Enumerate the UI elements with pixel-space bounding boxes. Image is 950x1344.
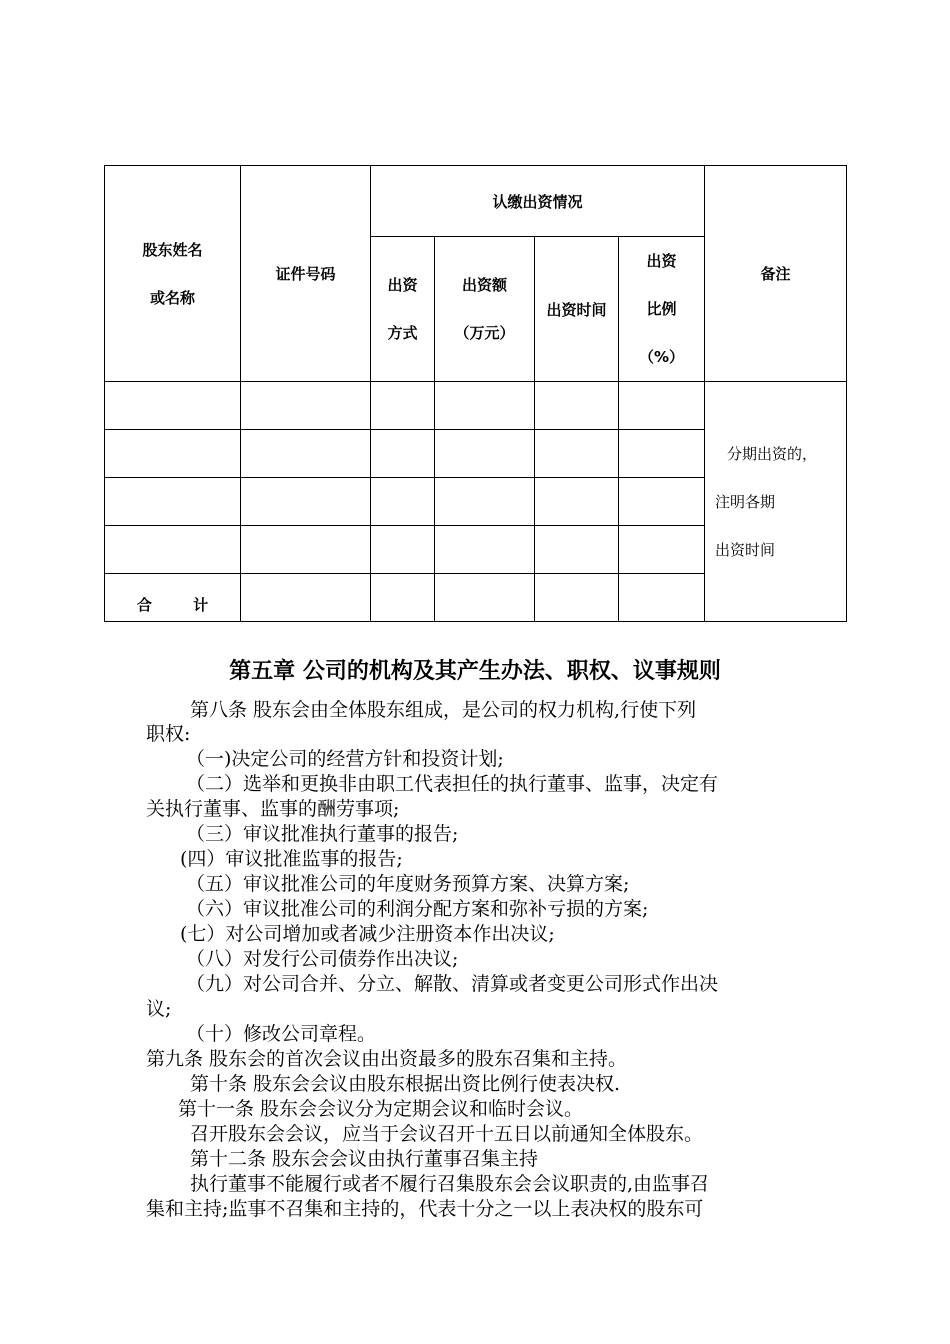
capital-contribution-table	[104, 165, 847, 622]
chapter-title: 第五章 公司的机构及其产生办法、职权、议事规则	[229, 659, 721, 684]
item-9-line1: （九）对公司合并、分立、解散、清算或者变更公司形式作出决	[186, 973, 719, 995]
total-cell	[105, 574, 241, 622]
table-cell	[105, 526, 241, 574]
table-cell	[619, 382, 705, 430]
article-11: 第十一条 股东会会议分为定期会议和临时会议。	[178, 1098, 584, 1120]
article-12: 第十二条 股东会会议由执行董事召集主持	[190, 1148, 539, 1170]
total-label: 合 计	[136, 596, 227, 614]
header-contribution-method	[371, 237, 435, 382]
table-cell	[435, 574, 535, 622]
table-cell	[371, 430, 435, 478]
header-amount-line1: 出资额	[461, 276, 507, 294]
header-remarks: 备注	[705, 166, 847, 382]
item-3: （三）审议批准执行董事的报告;	[186, 823, 459, 845]
table-cell	[371, 478, 435, 526]
table-cell	[435, 478, 535, 526]
article-9: 第九条 股东会的首次会议由出资最多的股东召集和主持。	[146, 1048, 628, 1070]
header-amount-line2: （万元）	[454, 324, 515, 342]
table-cell	[619, 430, 705, 478]
table-cell	[535, 382, 619, 430]
table-cell	[371, 382, 435, 430]
table-cell	[535, 574, 619, 622]
header-ratio-line3: （%）	[638, 348, 685, 366]
article-8-line2: 职权:	[146, 723, 191, 745]
header-method-line2: 方式	[387, 324, 418, 342]
item-2-line2: 关执行董事、监事的酬劳事项;	[146, 798, 400, 820]
table-cell	[619, 574, 705, 622]
article-12-line3: 集和主持;监事不召集和主持的，代表十分之一以上表决权的股东可	[146, 1198, 704, 1220]
table-cell	[241, 574, 371, 622]
item-10: （十）修改公司章程。	[186, 1023, 377, 1045]
table-cell	[241, 382, 371, 430]
item-2-line1: （二）选举和更换非由职工代表担任的执行董事、监事，决定有	[186, 773, 719, 795]
header-id-number: 证件号码	[241, 166, 371, 382]
item-6: （六）审议批准公司的利润分配方案和弥补亏损的方案;	[186, 898, 649, 920]
table-cell	[241, 526, 371, 574]
table-cell	[435, 382, 535, 430]
table-cell	[619, 478, 705, 526]
table-cell	[435, 430, 535, 478]
header-contribution-ratio	[619, 237, 705, 382]
item-4: (四）审议批准监事的报告;	[180, 848, 403, 870]
note-line3: 出资时间	[715, 540, 776, 559]
table-cell	[535, 526, 619, 574]
note-line2: 注明各期	[715, 492, 776, 511]
item-9-line2: 议;	[146, 998, 172, 1020]
article-10: 第十条 股东会会议由股东根据出资比例行使表决权.	[190, 1073, 621, 1095]
table-cell	[105, 478, 241, 526]
item-7: (七）对公司增加或者减少注册资本作出决议;	[180, 923, 555, 945]
article-12-line2: 执行董事不能履行或者不履行召集股东会会议职责的,由监事召	[190, 1173, 710, 1195]
header-shareholder-name	[105, 166, 241, 382]
table-cell	[105, 430, 241, 478]
header-method-line1: 出资	[387, 276, 418, 294]
item-5: （五）审议批准公司的年度财务预算方案、决算方案;	[186, 873, 630, 895]
table-row	[105, 382, 847, 430]
header-subscription: 认缴出资情况	[371, 166, 705, 237]
table-cell	[241, 478, 371, 526]
header-shareholder-line1: 股东姓名	[142, 240, 203, 259]
installment-note	[705, 382, 847, 622]
table-cell	[619, 526, 705, 574]
table-cell	[241, 430, 371, 478]
table-cell	[371, 526, 435, 574]
article-11-notice: 召开股东会会议，应当于会议召开十五日以前通知全体股东。	[190, 1123, 704, 1145]
table-cell	[535, 430, 619, 478]
header-shareholder-line2: 或名称	[149, 288, 195, 307]
header-ratio-line2: 比例	[646, 300, 677, 318]
header-contribution-amount	[435, 237, 535, 382]
table-cell	[435, 526, 535, 574]
item-8: （八）对发行公司债券作出决议;	[186, 948, 459, 970]
header-contribution-time: 出资时间	[535, 237, 619, 382]
article-8-line1: 第八条 股东会由全体股东组成，是公司的权力机构,行使下列	[190, 699, 697, 721]
item-1: （一)决定公司的经营方针和投资计划;	[186, 748, 504, 770]
table-cell	[371, 574, 435, 622]
table-cell	[105, 382, 241, 430]
table-cell	[535, 478, 619, 526]
header-ratio-line1: 出资	[646, 252, 677, 270]
note-line1: 分期出资的，	[727, 444, 818, 463]
